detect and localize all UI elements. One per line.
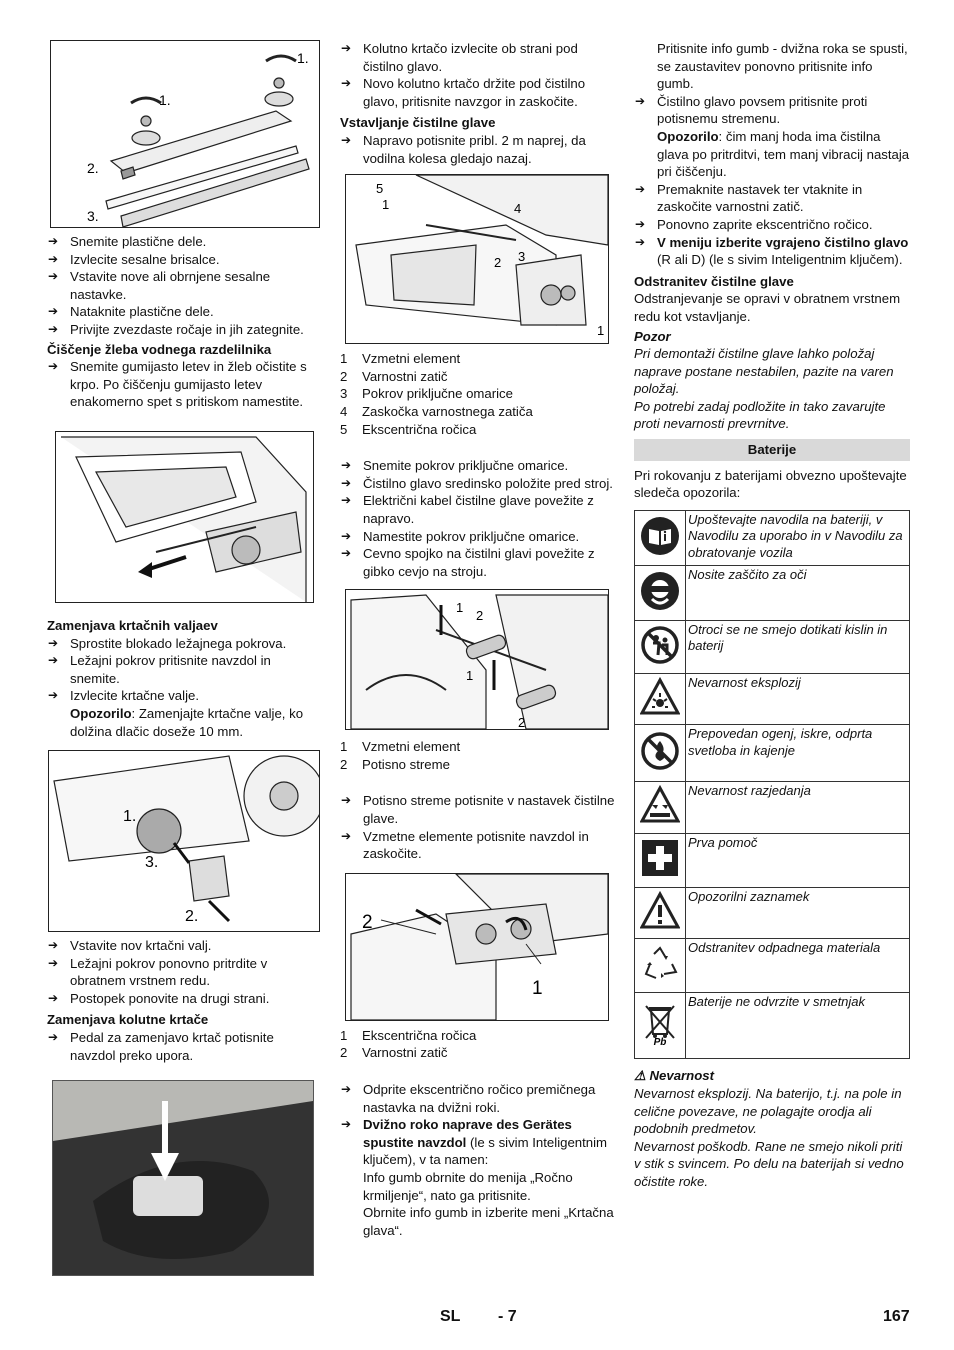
fig-label: 4	[514, 201, 522, 217]
legend-3	[340, 1027, 615, 1062]
steps-list-3	[340, 457, 615, 580]
fig-label: 3.	[87, 208, 99, 224]
list-item: ➔ Vzmetne elemente potisnite navzdol in zaskočite.	[340, 828, 615, 863]
steps-list-5	[340, 1081, 615, 1239]
warning-text: Prepovedan ogenj, iskre, odprta svetloba in kajenje	[686, 725, 910, 782]
steps-list-1	[634, 40, 910, 269]
fig-label: 2.	[185, 908, 199, 926]
warning-text: Baterije ne odvrzite v smetnjak	[686, 993, 910, 1059]
list-item: ➔ Vstavite nov krtačni valj.	[47, 937, 322, 955]
list-item: ➔ Potisno streme potisnite v nastavek čistilne glave.	[340, 792, 615, 827]
list-item: ➔ V meniju izberite vgrajeno čistilno glavo (R ali D) (le s sivim Inteligentnim ključem).	[634, 234, 910, 269]
section-heading: Vstavljanje čistilne glave	[340, 115, 496, 131]
section-bar: Baterije	[634, 439, 910, 461]
corrosive-icon	[635, 782, 686, 834]
fig-label: 1.	[159, 92, 171, 108]
steps-list-3	[47, 635, 322, 741]
list-item: ➔ Snemite pokrov priključne omarice.	[340, 457, 615, 475]
legend-item: 1 Vzmetni element	[340, 739, 461, 755]
fig-label: 1.	[123, 808, 137, 826]
list-item: ➔ Ležajni pokrov pritisnite navzdol in snemite.	[47, 652, 322, 687]
legend-item: 2 Varnostni zatič	[340, 368, 448, 384]
list-item: ➔ Snemite gumijasto letev in žleb očistite s krpo. Po čiščenju gumijasto letev enakomerno spet s pritiskom namestite.	[47, 358, 322, 411]
legend-item: 1 Vzmetni element	[340, 351, 461, 367]
legend-item: 3 Pokrov priključne omarice	[340, 386, 513, 402]
no-bin-pb-icon	[635, 993, 686, 1059]
warning-text: Odstranitev odpadnega materiala	[686, 939, 910, 993]
warning-text: Nosite zaščito za oči	[686, 565, 910, 620]
table-row	[635, 939, 910, 993]
list-item: ➔ Čistilno glavo povsem pritisnite proti potisnemu stremenu.	[634, 93, 910, 128]
table-row	[635, 725, 910, 782]
footer-page-number: 167	[883, 1308, 910, 1325]
list-item: ➔ Cevno spojko na čistilni glavi povežite z gibko cevjo na stroju.	[340, 545, 615, 580]
explosion-icon	[635, 673, 686, 725]
danger-block	[634, 1067, 910, 1190]
squeegee-assembly-figure	[50, 40, 320, 228]
legend-1	[340, 350, 615, 438]
fig-label: 1	[456, 600, 464, 616]
list-item: ➔ Izvlecite sesalne brisalce.	[47, 251, 322, 269]
manual-icon	[635, 510, 686, 565]
list-item: ➔ Premaknite nastavek ter vtaknite in zaskočite varnostni zatič.	[634, 181, 910, 216]
table-row	[635, 782, 910, 834]
list-item: ➔ Dvižno roko naprave des Gerätes spustite navzdol (le s sivim Inteligentnim ključem), v ta namen:	[340, 1116, 615, 1169]
section-heading: Odstranitev čistilne glave	[634, 273, 794, 289]
steps-list-4	[47, 937, 322, 1007]
legend-item: 4 Zaskočka varnostnega zatiča	[340, 403, 533, 419]
caution-text: Po potrebi zadaj podložite in tako zavarujte proti nevarnosti prevrnitve.	[634, 398, 886, 432]
paragraph: Pri rokovanju z baterijami obvezno upoštevajte sledeča opozorila:	[634, 467, 907, 501]
danger-text: Nevarnost poškodb. Rane ne smejo nikoli priti v stik s svincem. Po delu na baterijah si vedno očistite roke.	[634, 1138, 904, 1189]
fig-label: 1	[532, 977, 543, 999]
list-item: ➔ Pedal za zamenjavo krtač potisnite navzdol preko upora.	[47, 1029, 322, 1064]
legend-item: 1 Ekscentrična ročica	[340, 1027, 477, 1043]
column-right	[634, 40, 910, 1191]
fig-label: 5	[376, 181, 384, 197]
legend-2	[340, 738, 615, 773]
fig-label: 2.	[87, 160, 99, 176]
danger-text: Nevarnost eksplozij. Na baterijo, t.j. na pole in celične povezave, ne polagajte orodja ali podobnih predmetov.	[634, 1085, 902, 1137]
warning-text: Otroci se ne smejo dotikati kislin in baterij	[686, 620, 910, 673]
legend-item: 2 Varnostni zatič	[340, 1045, 448, 1061]
recycling-icon	[635, 939, 686, 993]
list-item: ➔ Novo kolutno krtačo držite pod čistilno glavo, pritisnite navzgor in zaskočite.	[340, 75, 615, 110]
table-row	[635, 620, 910, 673]
section-heading: Zamenjava kolutne krtače	[47, 1012, 209, 1028]
list-item: ➔ Postopek ponovite na drugi strani.	[47, 990, 322, 1008]
list-item: ➔ Čistilno glavo sredinsko položite pred stroj.	[340, 475, 615, 493]
warning-text: Prva pomoč	[686, 833, 910, 887]
pedal-photo	[52, 1080, 314, 1276]
note: Opozorilo: Zamenjajte krtačne valje, ko dolžina dlačic doseže 10 mm.	[70, 705, 304, 739]
cleaning-head-figure	[345, 174, 609, 344]
battery-warnings-table	[634, 510, 910, 1060]
list-item: ➔ Vstavite nove ali obrnjene sesalne nastavke.	[47, 268, 322, 303]
list-item: ➔ Ležajni pokrov ponovno pritrdite v obratnem vrstnem redu.	[47, 955, 322, 990]
footer-page-local: - 7	[498, 1308, 517, 1325]
list-item: ➔ Namestite pokrov priključne omarice.	[340, 528, 615, 546]
list-item: ➔ Kolutno krtačo izvlecite ob strani pod čistilno glavo.	[340, 40, 615, 75]
section-heading: Zamenjava krtačnih valjaev	[47, 617, 218, 633]
list-item: ➔ Odprite ekscentrično ročico premičnega nastavka na dvižni roki.	[340, 1081, 615, 1116]
list-item: ➔ Ponovno zaprite ekscentrično ročico.	[634, 216, 910, 234]
paragraph: Odstranjevanje se opravi v obratnem vrstnem redu kot vstavljanje.	[634, 291, 901, 324]
legend-item: 5 Ekscentrična ročica	[340, 421, 477, 437]
steps-list-1	[340, 40, 615, 110]
warning-text: Upoštevajte navodila na bateriji, v Navodilu za uporabo in v Navodilu za obratovanje vozila	[686, 510, 910, 565]
list-item: ➔ Nataknite plastične dele.	[47, 303, 322, 321]
eye-protection-icon	[635, 565, 686, 620]
list-item: ➔ Snemite plastične dele.	[47, 233, 322, 251]
legend-item: 2 Potisno streme	[340, 756, 450, 772]
water-distributor-figure	[55, 431, 314, 603]
no-children-icon	[635, 620, 686, 673]
table-row	[635, 887, 910, 939]
steps-list-1	[47, 233, 322, 339]
steps-list-5	[47, 1029, 322, 1064]
table-row	[635, 833, 910, 887]
list-item: ➔ Napravo potisnite pribl. 2 m naprej, da vodilna kolesa gledajo nazaj.	[340, 132, 615, 167]
caution-title: Pozor	[634, 328, 671, 344]
svg-text:Pb: Pb	[653, 1036, 667, 1046]
column-left	[47, 40, 322, 1276]
list-item: Obrnite info gumb in izberite meni „Krtačna glava“.	[363, 1205, 614, 1238]
push-bracket-figure	[345, 589, 609, 730]
footer-language: SL	[440, 1308, 461, 1325]
fig-label: 2	[518, 715, 526, 730]
table-row	[635, 510, 910, 565]
fig-label: 3.	[145, 854, 159, 872]
fig-label: 2	[362, 911, 373, 933]
list-item: ➔ Privijte zvezdaste ročaje in jih zategnite.	[47, 321, 322, 339]
list-item: Pritisnite info gumb - dvižna roka se spusti, se zaustavitev ponovno pritisnite info gumb.	[657, 41, 908, 92]
table-row	[635, 565, 910, 620]
fig-label: 1	[382, 197, 390, 213]
eccentric-lever-figure	[345, 873, 609, 1021]
fig-label: 1.	[297, 50, 309, 66]
steps-list-2	[340, 132, 615, 167]
fig-label: 2	[494, 255, 502, 271]
steps-list-4	[340, 792, 615, 862]
fig-label: 3	[518, 249, 526, 265]
first-aid-icon	[635, 833, 686, 887]
warning-icon: ⚠	[634, 1068, 650, 1084]
fig-label: 2	[476, 608, 484, 624]
list-item: ➔ Izvlecite krtačne valje.	[47, 687, 322, 705]
note: Opozorilo: čim manj hoda ima čistilna glava po pritrditvi, tem manj vibracij nastaja pri čiščenju.	[657, 128, 910, 180]
fig-label: 1	[597, 323, 605, 339]
steps-list-2	[47, 358, 322, 411]
fig-label: 1	[466, 668, 474, 684]
danger-title: ⚠ Nevarnost	[634, 1068, 714, 1084]
section-heading: Čiščenje žleba vodnega razdelilnika	[47, 341, 272, 357]
table-row	[635, 993, 910, 1059]
warning-icon	[635, 887, 686, 939]
list-item: ➔ Električni kabel čistilne glave povežite z napravo.	[340, 492, 615, 527]
caution-text: Pri demontaži čistilne glave lahko položaj naprave postane nestabilen, pazite na varen položaj.	[634, 346, 894, 397]
warning-text: Nevarnost razjedanja	[686, 782, 910, 834]
table-row	[635, 673, 910, 725]
no-fire-icon	[635, 725, 686, 782]
warning-text: Nevarnost eksplozij	[686, 673, 910, 725]
warning-text: Opozorilni zaznamek	[686, 887, 910, 939]
list-item: ➔ Sprostite blokado ležajnega pokrova.	[47, 635, 322, 653]
list-item: Info gumb obrnite do menija „Ročno krmiljenje“, nato ga pritisnite.	[363, 1170, 573, 1203]
brush-roller-figure	[48, 750, 320, 932]
column-middle	[340, 40, 615, 1239]
